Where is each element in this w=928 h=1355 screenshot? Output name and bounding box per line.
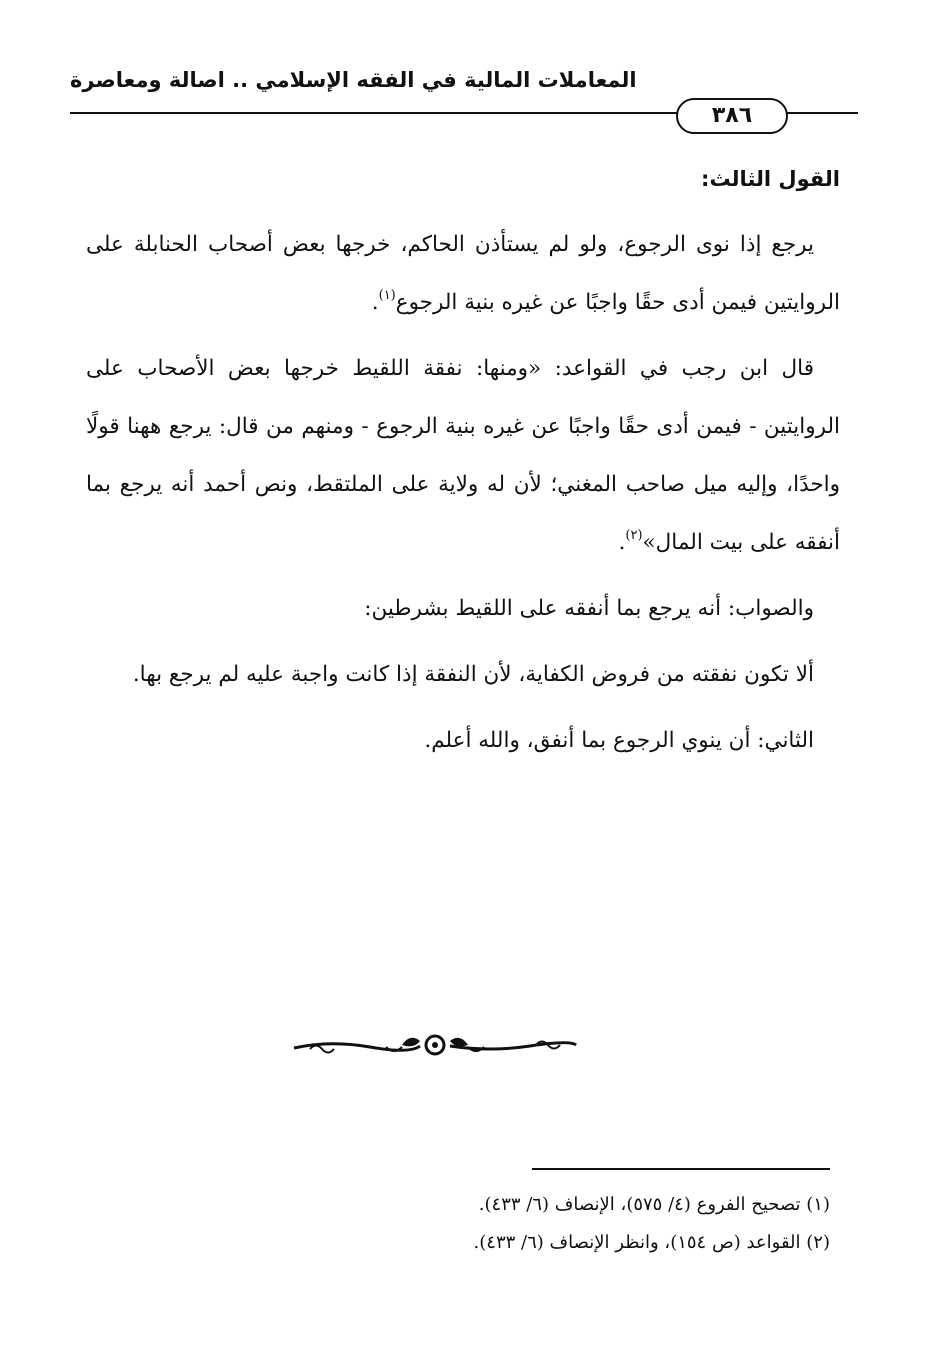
- paragraph-text: قال ابن رجب في القواعد: «ومنها: نفقة اللقيط خرجها بعض الأصحاب على الروايتين - فيمن أدى حقًا واجبًا عن غيره بنية الرجوع - ومنهم من قال: يرجع ههنا قولًا واحدًا، وإليه ميل صاحب المغني؛ لأن له ولاية على الملتقط، ونص أحمد أنه يرجع بما أنفقه على بيت المال»: [86, 356, 840, 555]
- footnotes: [86, 1186, 830, 1262]
- running-head: [70, 68, 858, 100]
- section-heading: القول الثالث:: [701, 167, 840, 191]
- footnote-ref[interactable]: (٢): [625, 528, 643, 543]
- paragraph: ألا تكون نفقته من فروض الكفاية، لأن النفقة إذا كانت واجبة عليه لم يرجع بها.: [132, 662, 814, 687]
- footnote-ref[interactable]: (١): [378, 288, 396, 303]
- ornament-divider: [290, 1030, 580, 1060]
- page-number: ٣٨٦: [676, 98, 788, 134]
- running-title: المعاملات المالية في الفقه الإسلامي .. اصالة ومعاصرة: [70, 68, 637, 92]
- paragraph: [86, 340, 840, 572]
- paragraph: والصواب: أنه يرجع بما أنفقه على اللقيط بشرطين:: [364, 596, 814, 621]
- paragraph-end: .: [618, 530, 626, 555]
- footnote-rule: [532, 1168, 830, 1170]
- paragraph-text: يرجع إذا نوى الرجوع، ولو لم يستأذن الحاكم، خرجها بعض أصحاب الحنابلة على الروايتين فيمن أدى حقًا واجبًا عن غيره بنية الرجوع: [86, 232, 840, 315]
- page-body: [86, 150, 840, 778]
- paragraph: الثاني: أن ينوي الرجوع بما أنفق، والله أعلم.: [424, 728, 814, 753]
- paragraph-end: .: [371, 290, 379, 315]
- paragraph: [86, 216, 840, 332]
- footnote: (٢) القواعد (ص ١٥٤)، وانظر الإنصاف (٦/ ٤٣٣).: [473, 1232, 830, 1253]
- footnote: (١) تصحيح الفروع (٤/ ٥٧٥)، الإنصاف (٦/ ٤٣٣).: [478, 1194, 830, 1215]
